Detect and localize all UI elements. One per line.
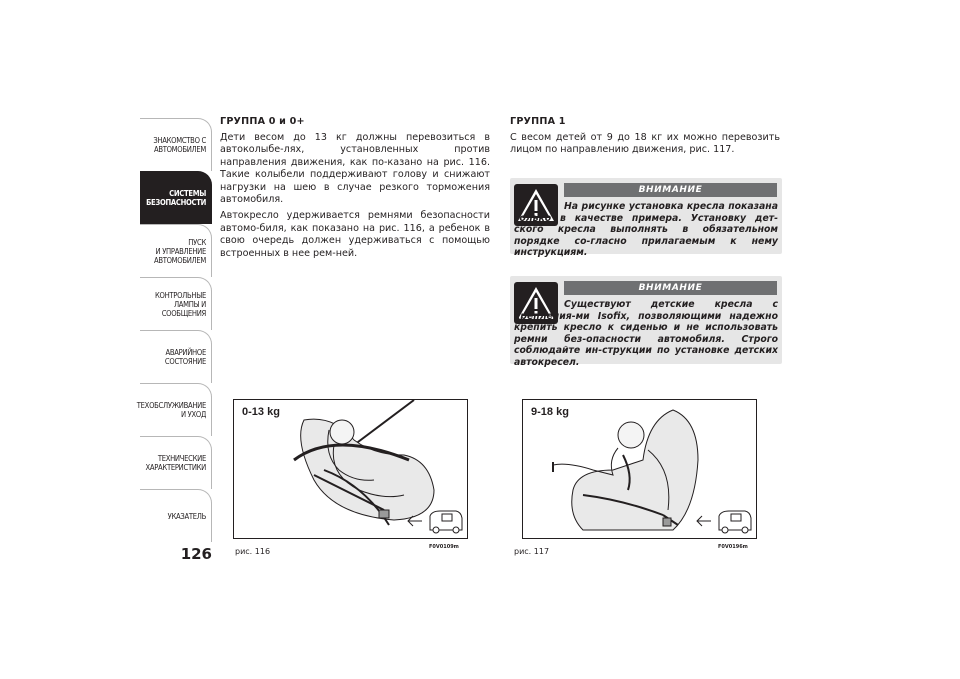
sidebar-tab-specs[interactable]: ТЕХНИЧЕСКИЕ ХАРАКТЕРИСТИКИ: [140, 436, 212, 489]
sidebar-tab-start-driving[interactable]: ПУСК И УПРАВЛЕНИЕ АВТОМОБИЛЕМ: [140, 224, 212, 277]
warning-header-1: ВНИМАНИЕ: [564, 183, 777, 197]
figure-117: [522, 399, 757, 539]
sidebar-tab-intro[interactable]: ЗНАКОМСТВО С АВТОМОБИЛЕМ: [140, 118, 212, 171]
sidebar-tab-safety[interactable]: СИСТЕМЫ БЕЗОПАСНОСТИ: [140, 171, 212, 224]
page-number: 126: [180, 545, 212, 563]
figure-116: [233, 399, 468, 539]
sidebar-tab-index[interactable]: УКАЗАТЕЛЬ: [140, 489, 212, 542]
figure-117-code: F0V0196m: [718, 544, 748, 550]
warning-box-2: [510, 276, 782, 368]
figure-117-label: 9-18 kg: [531, 406, 569, 418]
group-0-heading: ГРУППА 0 и 0+: [220, 116, 305, 127]
sidebar-tab-emergency[interactable]: АВАРИЙНОЕ СОСТОЯНИЕ: [140, 330, 212, 383]
section-sidebar: [136, 118, 212, 542]
group-1-paragraph: С весом детей от 9 до 18 кг их можно перевозить лицом по направлению движения, рис. 117.: [510, 132, 780, 156]
group-0-paragraph-1: Дети весом до 13 кг должны перевозиться в автоколыбе-лях, установленных против направления движения, как по-казано на рис. 116. Такие колыбели поддерживают голову и снижают нагрузки на шею в случае резкого торможения автомобиля.: [220, 132, 490, 206]
warning-header-2: ВНИМАНИЕ: [564, 281, 777, 295]
vehicle-direction-icon: [695, 508, 755, 534]
warning-box-1: [510, 178, 782, 259]
warning-text-2: Существуют детские кресла с крепления-ми Isofix, позволяющими надежно крепить кресло к сиденью и не использовать ремни без-опасности автомобиля. Строго соблюдайте ин-струкции по установке детских автокресел.: [514, 299, 778, 368]
group-0-paragraph-2: Автокресло удерживается ремнями безопасности автомо-биля, как показано на рис. 116, а ребенок в свою очередь должен удерживаться с помощью встроенных в нее рем-ней.: [220, 210, 490, 259]
group-1-heading: ГРУППА 1: [510, 116, 566, 127]
figure-116-caption: рис. 116: [235, 547, 271, 556]
figure-116-code: F0V0109m: [429, 544, 459, 550]
sidebar-tab-maintenance[interactable]: ТЕХОБСЛУЖИВАНИЕ И УХОД: [140, 383, 212, 436]
warning-text-1: На рисунке установка кресла показана только в качестве примера. Установку дет-ского кресла выполнять в обязательном порядке со-гласно прилагаемым к нему инструкциям.: [514, 201, 778, 259]
sidebar-tab-warning-lights[interactable]: КОНТРОЛЬНЫЕ ЛАМПЫ И СООБЩЕНИЯ: [140, 277, 212, 330]
figure-116-label: 0-13 kg: [242, 406, 280, 418]
right-column: [510, 116, 780, 161]
figure-117-caption: рис. 117: [514, 547, 550, 556]
left-column: [220, 116, 490, 264]
vehicle-direction-icon: [406, 508, 466, 534]
